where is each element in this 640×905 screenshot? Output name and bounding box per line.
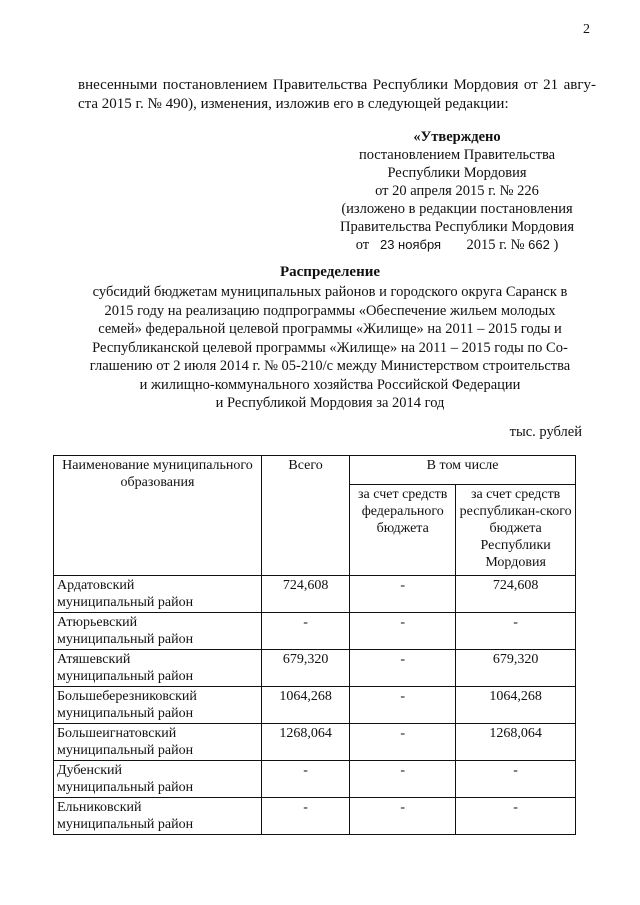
approval-line-7 — [326, 236, 588, 254]
row-republic: - — [456, 798, 576, 835]
distribution-desc-line-6: и жилищно-коммунального хозяйства Российской Федерации — [139, 376, 521, 393]
table-row — [54, 613, 576, 650]
intro-line-1: внесенными постановлением Правительства Республики Мордовия от 21 авгу- — [78, 77, 596, 93]
row-total: - — [261, 798, 349, 835]
row-total: 1268,064 — [261, 724, 349, 761]
row-name: Атюрьевский муниципальный район — [54, 613, 262, 650]
row-federal: - — [350, 724, 456, 761]
distribution-description — [70, 283, 590, 413]
distribution-title: Распределение — [279, 264, 381, 280]
approval-title: «Утверждено — [413, 129, 501, 145]
row-federal: - — [350, 613, 456, 650]
distribution-desc-line-2: 2015 году на реализацию подпрограммы «Обеспечение жильем молодых — [104, 302, 556, 319]
row-name: Большеигнатовский муниципальный район — [54, 724, 262, 761]
row-name: Дубенский муниципальный район — [54, 761, 262, 798]
row-republic: 724,608 — [456, 576, 576, 613]
row-republic: 679,320 — [456, 650, 576, 687]
distribution-desc-line-4: Республиканской целевой программы «Жилище» на 2011 – 2015 годы по Со- — [92, 339, 568, 356]
distribution-desc-line-5: глашению от 2 июля 2014 г. № 05-210/с между Министерством строительства — [89, 358, 571, 374]
row-federal: - — [350, 576, 456, 613]
header-name: Наименование муниципального образования — [54, 456, 262, 576]
approval-date-day: 23 ноября — [379, 237, 442, 252]
table-row — [54, 798, 576, 835]
approval-line-6: Правительства Республики Мордовия — [340, 219, 574, 235]
row-total: - — [261, 761, 349, 798]
approval-line-5: (изложено в редакции постановления — [341, 201, 573, 217]
approval-date-year: 2015 г. № — [466, 237, 525, 253]
page-number: 2 — [583, 22, 590, 37]
header-federal: за счет средств федерального бюджета — [350, 485, 456, 576]
row-federal: - — [350, 687, 456, 724]
table-row — [54, 576, 576, 613]
row-total: 1064,268 — [261, 687, 349, 724]
row-republic: 1268,064 — [456, 724, 576, 761]
intro-paragraph — [78, 76, 596, 114]
header-republic: за счет средств республикан-ского бюджета Республики Мордовия — [456, 485, 576, 576]
distribution-desc-line-7: и Республикой Мордовия за 2014 год — [215, 395, 445, 411]
approval-line-2: постановлением Правительства — [358, 147, 556, 163]
approval-line-4: от 20 апреля 2015 г. № 226 — [375, 183, 539, 199]
row-republic: - — [456, 761, 576, 798]
units-label: тыс. рублей — [509, 424, 582, 440]
approval-date-prefix: от — [355, 237, 370, 253]
distribution-desc-line-1: субсидий бюджетам муниципальных районов и городского округа Саранск в — [92, 284, 568, 300]
subsidy-table — [53, 455, 576, 835]
row-total: 724,608 — [261, 576, 349, 613]
table-row — [54, 650, 576, 687]
table-row — [54, 761, 576, 798]
table-row — [54, 687, 576, 724]
row-federal: - — [350, 761, 456, 798]
approval-line-3: Республики Мордовия — [387, 165, 527, 181]
header-total: Всего — [261, 456, 349, 576]
distribution-desc-line-3: семей» федеральной целевой программы «Жилище» на 2011 – 2015 годы и — [98, 321, 562, 337]
approval-date-suffix: ) — [553, 237, 559, 253]
row-total: - — [261, 613, 349, 650]
row-republic: 1064,268 — [456, 687, 576, 724]
row-federal: - — [350, 798, 456, 835]
approval-block — [326, 128, 588, 254]
table-row — [54, 724, 576, 761]
row-name: Ельниковский муниципальный район — [54, 798, 262, 835]
intro-line-2: ста 2015 г. № 490), изменения, изложив его в следующей редакции: — [78, 96, 509, 112]
header-including: В том числе — [350, 456, 576, 485]
row-republic: - — [456, 613, 576, 650]
row-name: Большеберезниковский муниципальный район — [54, 687, 262, 724]
approval-doc-number: 662 — [528, 237, 550, 252]
row-name: Ардатовский муниципальный район — [54, 576, 262, 613]
row-federal: - — [350, 650, 456, 687]
row-name: Атяшевский муниципальный район — [54, 650, 262, 687]
row-total: 679,320 — [261, 650, 349, 687]
